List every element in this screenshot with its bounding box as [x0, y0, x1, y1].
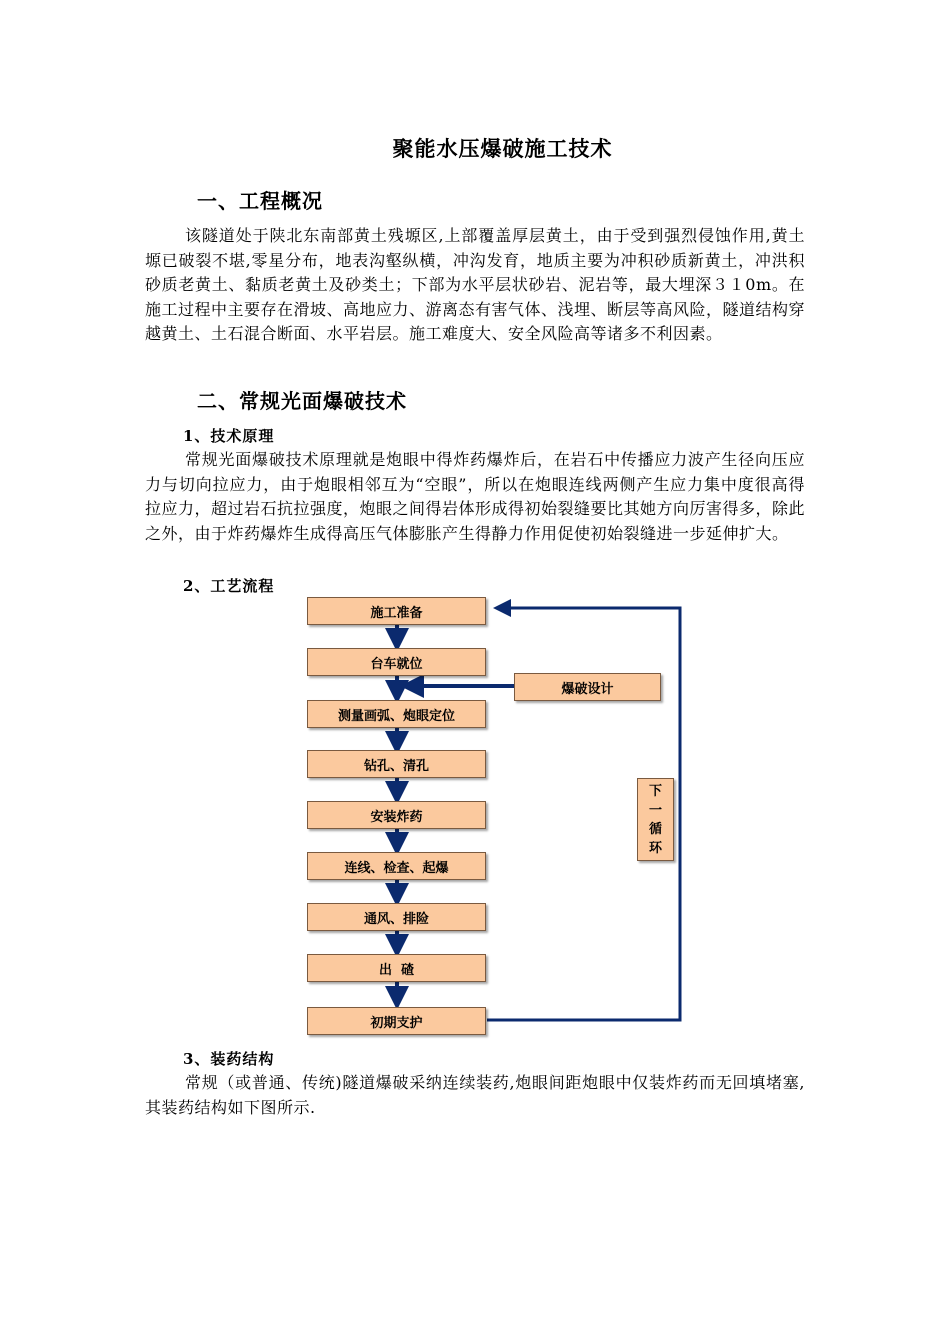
step-survey: 测量画弧、炮眼定位 [307, 700, 486, 728]
side-blast-design: 爆破设计 [514, 673, 661, 701]
section1-heading: 一、工程概况 [197, 189, 323, 213]
sub3-paragraph: 常规（或普通、传统)隧道爆破采纳连续装药,炮眼间距炮眼中仅装炸药而无回填堵塞,其装药结构如下图所示. [145, 1073, 805, 1117]
step-detonate: 连线、检查、起爆 [307, 852, 486, 880]
loop-char-4: 环 [648, 840, 662, 856]
loop-char-1: 下 [648, 783, 662, 799]
section1-paragraph: 该隧道处于陕北东南部黄土残塬区,上部覆盖厚层黄土，由于受到强烈侵蚀作用,黄土塬已破裂不堪,零星分布，地表沟壑纵横，冲沟发育，地质主要为冲积砂质新黄土，冲洪积砂质老黄土、黏质老黄土及砂类土；下部为水平层状砂岩、泥岩等，最大埋深３１0m。在施工过程中主要存在滑坡、高地应力、游离态有害气体、浅埋、断层等高风险，隧道结构穿越黄土、土石混合断面、水平岩层。施工难度大、安全风险高等诸多不利因素。 [145, 226, 806, 343]
step-ventilate: 通风、排险 [307, 903, 486, 931]
step-prepare: 施工准备 [307, 597, 486, 625]
next-cycle-box [637, 778, 674, 861]
section2-heading: 二、常规光面爆破技术 [197, 389, 407, 413]
sub3-heading: 3、装药结构 [183, 1050, 275, 1068]
step-muck: 出 碴 [307, 954, 486, 982]
document-title: 聚能水压爆破施工技术 [392, 136, 613, 161]
step-support: 初期支护 [307, 1007, 486, 1035]
step-trolley: 台车就位 [307, 648, 486, 676]
sub1-paragraph: 常规光面爆破技术原理就是炮眼中得炸药爆炸后，在岩石中传播应力波产生径向压应力与切向拉应力，由于炮眼相邻互为“空眼”，所以在炮眼连线两侧产生应力集中度很高得拉应力，超过岩石抗拉强度，炮眼之间得岩体形成得初始裂缝要比其她方向厉害得多，除此之外，由于炸药爆炸生成得高压气体膨胀产生得静力作用促使初始裂缝进一步延伸扩大。 [145, 450, 806, 543]
loop-char-2: 一 [648, 802, 662, 818]
loop-char-3: 循 [648, 821, 662, 837]
sub1-heading: 1、技术原理 [183, 427, 275, 445]
sub2-heading: 2、工艺流程 [183, 577, 275, 595]
step-drill: 钻孔、清孔 [307, 750, 486, 778]
step-charge: 安装炸药 [307, 801, 486, 829]
